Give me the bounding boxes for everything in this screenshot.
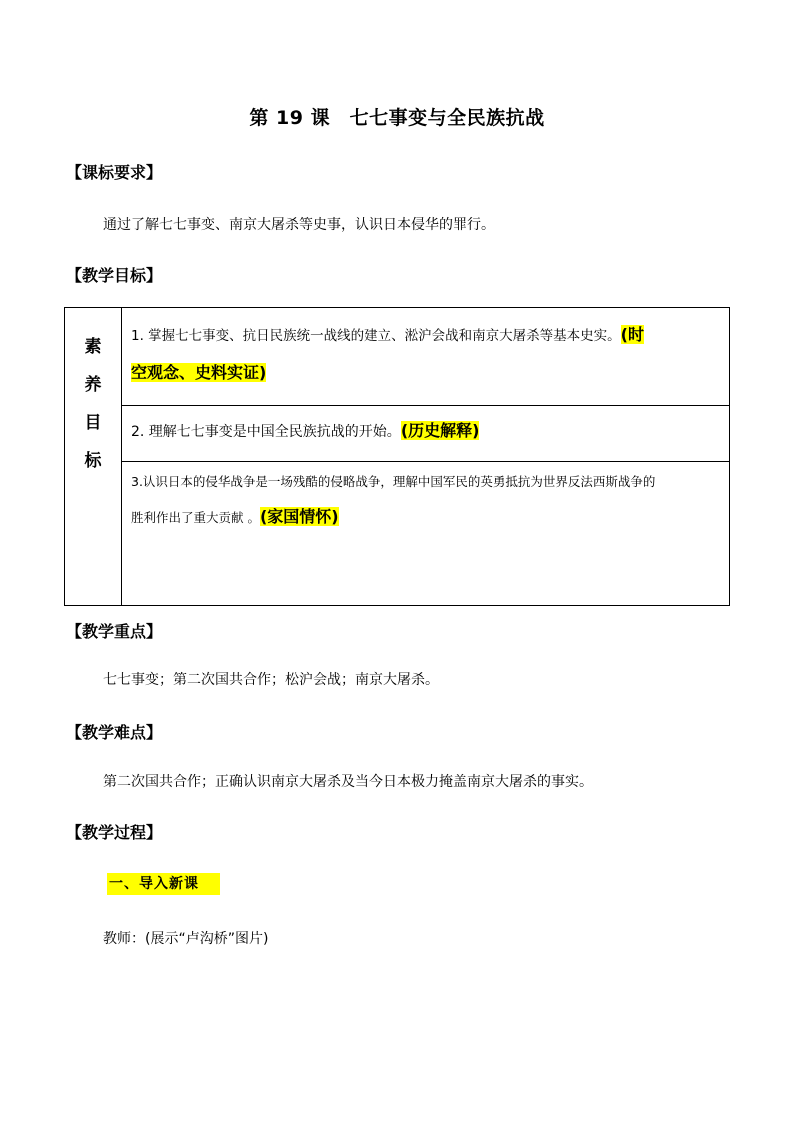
- goals-label-char: 养: [84, 375, 102, 395]
- goal-3-text: 胜利作出了重大贡献 。: [131, 510, 260, 525]
- key-points-heading: 【教学重点】: [66, 622, 163, 641]
- goal-1-line-1: [131, 322, 644, 345]
- goals-label-char: 标: [84, 451, 102, 471]
- difficulties-text: 第二次国共合作；正确认识南京大屠杀及当今日本极力掩盖南京大屠杀的事实。: [103, 774, 593, 790]
- goals-label-char: 目: [84, 413, 102, 433]
- goal-row-2: [122, 406, 729, 462]
- curriculum-heading: 【课标要求】: [66, 163, 163, 182]
- difficulties-heading: 【教学难点】: [66, 723, 163, 742]
- page-title: 第 19 课 七七事变与全民族抗战: [249, 107, 545, 129]
- goal-row-3: [122, 462, 729, 605]
- goal-3-tag: (家国情怀): [259, 507, 339, 526]
- process-heading: 【教学过程】: [66, 823, 163, 842]
- process-step-1: 一、导入新课: [107, 873, 220, 895]
- goals-label-cell: [65, 308, 122, 605]
- key-points-text: 七七事变；第二次国共合作；松沪会战；南京大屠杀。: [103, 672, 439, 688]
- goal-3-line-2: [131, 504, 339, 527]
- goal-1-line-2: [131, 360, 266, 383]
- goal-3-line-1: 3.认识日本的侵华战争是一场残酷的侵略战争，理解中国军民的英勇抵抗为世界反法西斯战争的: [131, 474, 656, 489]
- goals-label-char: 素: [84, 337, 102, 357]
- goal-1-tag-part2: 空观念、史料实证): [131, 363, 267, 382]
- goal-2-line: [131, 418, 479, 441]
- teacher-line: 教师：(展示“卢沟桥”图片): [103, 931, 269, 947]
- curriculum-text: 通过了解七七事变、南京大屠杀等史事，认识日本侵华的罪行。: [103, 217, 495, 233]
- goal-row-1: [122, 308, 729, 406]
- goal-1-text: 1. 掌握七七事变、抗日民族统一战线的建立、淞沪会战和南京大屠杀等基本史实。: [131, 328, 621, 344]
- goal-1-tag-part1: (时: [620, 325, 644, 344]
- goals-heading: 【教学目标】: [66, 266, 163, 285]
- goal-2-tag: (历史解释): [400, 421, 480, 440]
- goal-2-text: 2. 理解七七事变是中国全民族抗战的开始。: [131, 424, 401, 440]
- goals-table: [64, 307, 730, 606]
